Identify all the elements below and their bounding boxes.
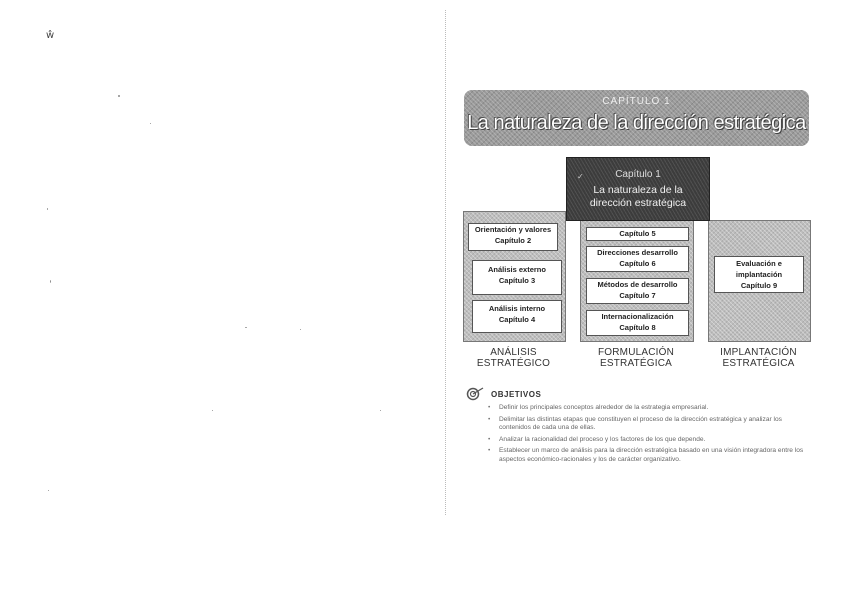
card-title-line2: implantación (735, 270, 783, 279)
card-chapter: Capítulo 9 (740, 281, 778, 290)
chapter-1-title-line2: dirección estratégica (589, 197, 687, 209)
card-chapter: Capítulo 4 (498, 315, 536, 324)
scan-speck (48, 490, 49, 491)
card-title: Métodos de desarrollo (597, 280, 678, 289)
card-title: Análisis externo (488, 265, 546, 274)
scan-speck (50, 280, 51, 283)
card-evaluacion (714, 256, 804, 293)
card-title: Direcciones desarrollo (597, 248, 678, 257)
card-chapter: Capítulo 3 (498, 276, 536, 285)
scan-speck (118, 95, 120, 97)
target-icon (466, 387, 484, 404)
scan-speck (300, 329, 301, 330)
bullet-icon: • (488, 415, 491, 423)
card-chapter: Capítulo 2 (494, 236, 532, 245)
card-title: Análisis interno (488, 304, 546, 313)
card-title-line1: Evaluación e (736, 259, 782, 268)
objectives-heading: OBJETIVOS (491, 390, 542, 399)
card-orientacion (468, 223, 558, 251)
list-item (488, 404, 810, 413)
bullet-icon: • (488, 447, 491, 454)
card-internacionalizacion (586, 310, 689, 336)
chapter-1-title (567, 184, 709, 210)
chapter-kicker: CAPÍTULO 1 (602, 96, 671, 107)
caption-line1: ANÁLISIS (490, 347, 537, 358)
bullet-icon: • (488, 435, 491, 443)
chapter-banner (464, 90, 809, 146)
scan-speck (47, 208, 48, 210)
card-analisis-interno (472, 300, 562, 333)
chapter-1-box (566, 157, 710, 221)
bullet-icon: • (488, 404, 491, 411)
caption-line2: ESTRATÉGICO (476, 358, 551, 369)
card-chapter: Capítulo 6 (619, 259, 656, 268)
card-capitulo-5 (586, 227, 689, 241)
objectives-list (488, 404, 810, 467)
list-item (488, 416, 810, 433)
scan-speck (380, 410, 381, 411)
card-title: Internacionalización (601, 312, 674, 321)
page-gutter (445, 10, 446, 515)
card-title: Orientación y valores (474, 225, 552, 234)
objective-text: Delimitar las distintas etapas que constituyen el proceso de la dirección estratégica y analizar los contenidos de cada una de ellas. (499, 415, 782, 431)
card-analisis-externo (472, 260, 562, 295)
card-chapter: Capítulo 8 (619, 323, 656, 332)
scan-speck (212, 410, 213, 411)
card-chapter: Capítulo 7 (619, 291, 656, 300)
card-direcciones (586, 246, 689, 272)
objective-text: Analizar la racionalidad del proceso y los factores de los que depende. (499, 435, 706, 443)
scan-speck (245, 327, 247, 328)
list-item (488, 436, 810, 445)
caption-line1: IMPLANTACIÓN (720, 347, 797, 358)
caption-line1: FORMULACIÓN (597, 347, 675, 358)
objective-text: Establecer un marco de análisis para la dirección estratégica basado en una visión integradora entre los aspectos económico-racionales y los de carácter organizativo. (499, 447, 804, 463)
caption-formulacion (580, 347, 692, 369)
card-chapter: Capítulo 5 (619, 229, 656, 238)
card-metodos (586, 278, 689, 304)
caption-implantacion (708, 347, 809, 369)
check-icon: ✓ (577, 172, 584, 181)
caption-line2: ESTRATÉGICA (599, 358, 673, 369)
chapter-1-label: Capítulo 1 (615, 169, 661, 180)
chapter-title: La naturaleza de la dirección estratégica (467, 112, 806, 134)
chapter-1-title-line1: La naturaleza de la (593, 184, 683, 196)
caption-line2: ESTRATÉGICA (722, 358, 795, 369)
objective-text: Definir los principales conceptos alrededor de la estrategia empresarial. (499, 404, 709, 411)
list-item (488, 447, 810, 464)
caption-analisis (463, 347, 564, 369)
scan-speck (150, 123, 151, 124)
page-corner-mark: ŵ (46, 30, 55, 41)
